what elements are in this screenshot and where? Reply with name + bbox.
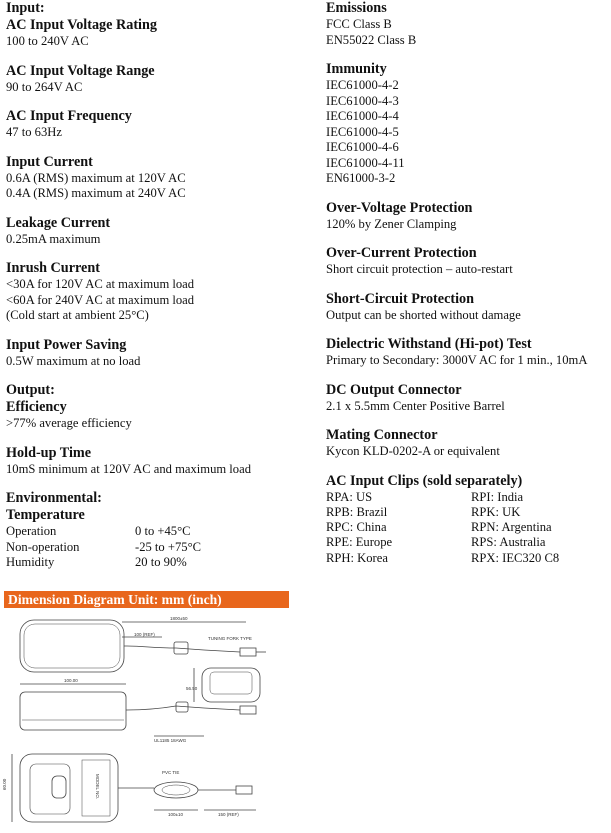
- dim-ferrite-label: TUNING FORK TYPE: [208, 636, 252, 641]
- spec-mating-connector: [326, 427, 606, 460]
- spec-ac-voltage-range: [6, 63, 306, 96]
- spec-value: IEC61000-4-3: [326, 93, 399, 108]
- dim-side: 100±10: [168, 812, 183, 817]
- cable-coil: [154, 782, 198, 798]
- spec-temperature: [6, 507, 306, 571]
- spec-value: <60A for 240V AC at maximum load: [6, 292, 195, 307]
- spec-power-saving: [6, 337, 306, 370]
- spec-title: Input Current: [6, 153, 93, 170]
- spec-efficiency: [6, 399, 306, 432]
- spec-value: <30A for 120V AC at maximum load: [6, 277, 195, 291]
- spec-value: 90 to 264V AC: [6, 79, 83, 94]
- spec-title: Short-Circuit Protection: [326, 290, 475, 307]
- spec-value: 10mS minimum at 120V AC and maximum load: [6, 461, 251, 476]
- spec-scp: [326, 291, 606, 324]
- list-item: RPC: China: [326, 520, 387, 535]
- adapter-side-view: [20, 692, 126, 730]
- spec-title: Inrush Current: [6, 260, 100, 276]
- spec-value: 0.5W maximum at no load: [6, 353, 141, 368]
- dimension-diagram: [4, 610, 290, 830]
- spec-input-current: [6, 154, 306, 202]
- dim-cable-spec: UL1185 18AWG: [154, 738, 187, 743]
- spec-value: Output can be shorted without damage: [326, 307, 521, 322]
- spec-value: IEC61000-4-2: [326, 78, 399, 92]
- table-row: [6, 524, 201, 540]
- list-item: RPS: Australia: [471, 535, 546, 550]
- spec-title: Over-Current Protection: [326, 245, 477, 261]
- temperature-table: [6, 524, 201, 571]
- list-item: RPH: Korea: [326, 550, 388, 565]
- spec-value: (Cold start at ambient 25°C): [6, 308, 149, 322]
- spec-value: IEC61000-4-5: [326, 124, 399, 139]
- table-row: [6, 540, 201, 556]
- spec-title: Dielectric Withstand (Hi-pot) Test: [326, 336, 532, 352]
- spec-inrush-current: [6, 260, 306, 324]
- spec-value: EN61000-3-2: [326, 171, 396, 185]
- row-key: Non-operation: [6, 539, 80, 554]
- spec-holdup: [6, 445, 306, 478]
- spec-title: AC Input Clips (sold separately): [326, 472, 523, 489]
- spec-ac-clips: [326, 473, 606, 566]
- row-value: 20 to 90%: [135, 555, 187, 569]
- spec-value: 120% by Zener Clamping: [326, 216, 457, 231]
- spec-value: EN55022 Class B: [326, 32, 417, 47]
- spec-immunity: [326, 61, 606, 187]
- spec-title: Efficiency: [6, 399, 67, 415]
- environmental-section-title: Environmental:: [6, 490, 102, 506]
- left-column: [6, 0, 306, 571]
- spec-ocp: [326, 245, 606, 278]
- spec-title: Hold-up Time: [6, 444, 92, 461]
- spec-title: Temperature: [6, 507, 85, 523]
- cable-side: [126, 706, 240, 710]
- spec-title: AC Input Voltage Range: [6, 62, 155, 79]
- spec-value: Kycon KLD-0202-A or equivalent: [326, 444, 500, 458]
- list-item: RPB: Brazil: [326, 504, 388, 519]
- spec-value: 0.4A (RMS) maximum at 240V AC: [6, 186, 186, 200]
- right-column: [326, 0, 606, 566]
- list-item: RPN: Argentina: [471, 520, 552, 535]
- row-value: -25 to +75°C: [135, 539, 202, 554]
- list-item: RPA: US: [326, 489, 373, 504]
- spec-value: Short circuit protection – auto-restart: [326, 262, 513, 276]
- cable-top: [124, 646, 240, 652]
- list-item: RPE: Europe: [326, 535, 393, 550]
- spec-ac-frequency: [6, 108, 306, 141]
- spec-hipot: [326, 336, 606, 369]
- spec-leakage-current: [6, 215, 306, 248]
- dim-model: MODEL NO.: [95, 774, 100, 800]
- spec-title: AC Input Frequency: [6, 108, 132, 124]
- row-value: 0 to +45°C: [135, 524, 191, 538]
- dimension-diagram-heading: Dimension Diagram Unit: mm (inch): [4, 591, 289, 608]
- dim-cable-length: 1800±50: [170, 616, 188, 621]
- spec-value: FCC Class B: [326, 17, 392, 31]
- adapter-top-view: [20, 620, 124, 672]
- dim-ref-100: 100 (REF): [134, 632, 155, 637]
- table-row: [6, 555, 201, 571]
- spec-value: 2.1 x 5.5mm Center Positive Barrel: [326, 398, 505, 413]
- spec-title: AC Input Voltage Rating: [6, 17, 157, 33]
- output-section-title: Output:: [6, 382, 55, 398]
- spec-title: Mating Connector: [326, 427, 438, 443]
- spec-value: 100 to 240V AC: [6, 34, 89, 48]
- spec-title: Emissions: [326, 0, 387, 16]
- dim-width: 60.00: [2, 778, 7, 790]
- dim-height: 56.50: [186, 686, 198, 691]
- spec-dc-connector: [326, 382, 606, 415]
- spec-title: Leakage Current: [6, 214, 111, 231]
- row-key: Operation: [6, 524, 57, 538]
- spec-value: 47 to 63Hz: [6, 125, 62, 139]
- spec-ovp: [326, 200, 606, 233]
- spec-value: IEC61000-4-11: [326, 155, 405, 170]
- spec-value: Primary to Secondary: 3000V AC for 1 min., 10mA: [326, 353, 588, 367]
- spec-title: DC Output Connector: [326, 381, 462, 398]
- dim-pvc-tie: PVC TIE: [162, 770, 180, 775]
- spec-value: 0.25mA maximum: [6, 231, 101, 246]
- spec-value: IEC61000-4-6: [326, 140, 399, 154]
- spec-ac-voltage-rating: [6, 17, 306, 50]
- list-item: RPK: UK: [471, 504, 521, 519]
- spec-value: >77% average efficiency: [6, 416, 132, 430]
- list-item: RPI: India: [471, 489, 524, 504]
- spec-emissions: [326, 0, 606, 48]
- dc-plug-top: [240, 648, 256, 656]
- clips-grid: [326, 490, 606, 566]
- dim-ref-150: 150 (REF): [218, 812, 239, 817]
- spec-title: Over-Voltage Protection: [326, 199, 473, 216]
- input-section-title: Input:: [6, 0, 45, 16]
- spec-value: IEC61000-4-4: [326, 109, 399, 123]
- spec-value: 0.6A (RMS) maximum at 120V AC: [6, 170, 186, 185]
- row-key: Humidity: [6, 555, 55, 569]
- adapter-end-view: [202, 668, 260, 702]
- spec-title: Input Power Saving: [6, 336, 127, 353]
- dim-length: 100.00: [64, 678, 78, 683]
- list-item: RPX: IEC320 C8: [471, 550, 560, 565]
- spec-title: Immunity: [326, 61, 387, 77]
